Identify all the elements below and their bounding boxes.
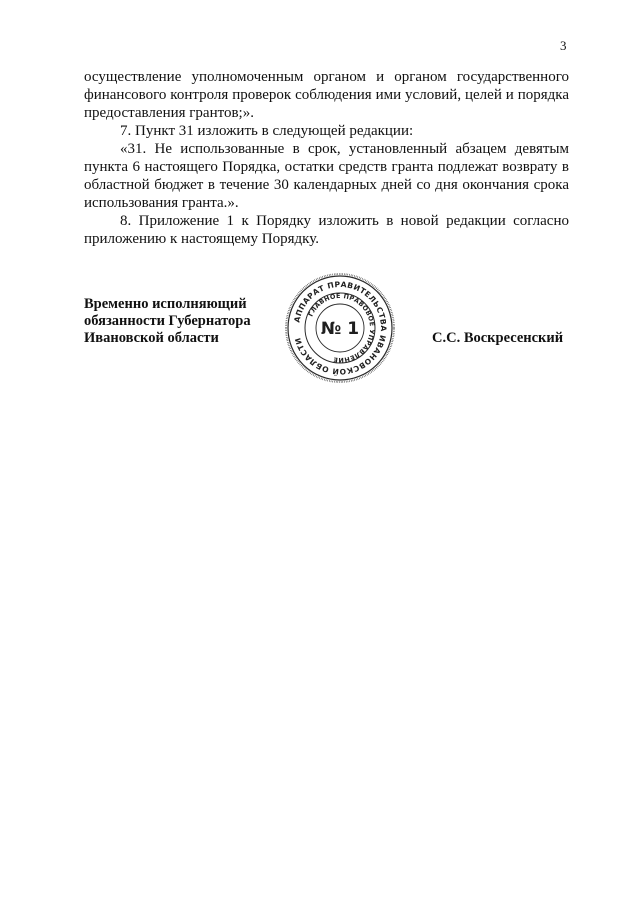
signatory-position-line: Временно исполняющий [84, 296, 247, 312]
paragraph-item-8: 8. Приложение 1 к Порядку изложить в новой редакции согласно приложению к настоящему Порядку. [84, 213, 569, 247]
paragraph-quote-31: «31. Не использованные в срок, установленный абзацем девятым пункта 6 настоящего Порядка, остатки средств гранта подлежат возврату в областной бюджет в течение 30 календарных дней со дня окончания срока использования гранта.». [84, 141, 569, 211]
signatory-name: С.С. Воскресенский [432, 330, 564, 346]
page-number: 3 [560, 38, 567, 53]
seal-center-number: № 1 [320, 319, 360, 339]
document-body [84, 68, 569, 248]
paragraph-continuation: осуществление уполномоченным органом и органом государственного финансового контроля проверок соблюдения ими условий, целей и порядка предоставления грантов;». [84, 69, 569, 121]
signatory-position-line: обязанности Губернатора [84, 313, 251, 329]
signatory-position-line: Ивановской области [84, 330, 219, 346]
signatory-position [84, 296, 251, 347]
paragraph-item-7: 7. Пункт 31 изложить в следующей редакции: [120, 123, 414, 139]
seal-outer-text: АППАРАТ ПРАВИТЕЛЬСТВА ИВАНОВСКОЙ ОБЛАСТИ [292, 279, 389, 377]
official-seal-stamp [284, 272, 396, 384]
seal-inner-text: ГЛАВНОЕ ПРАВОВОЕ УПРАВЛЕНИЕ [306, 291, 377, 365]
